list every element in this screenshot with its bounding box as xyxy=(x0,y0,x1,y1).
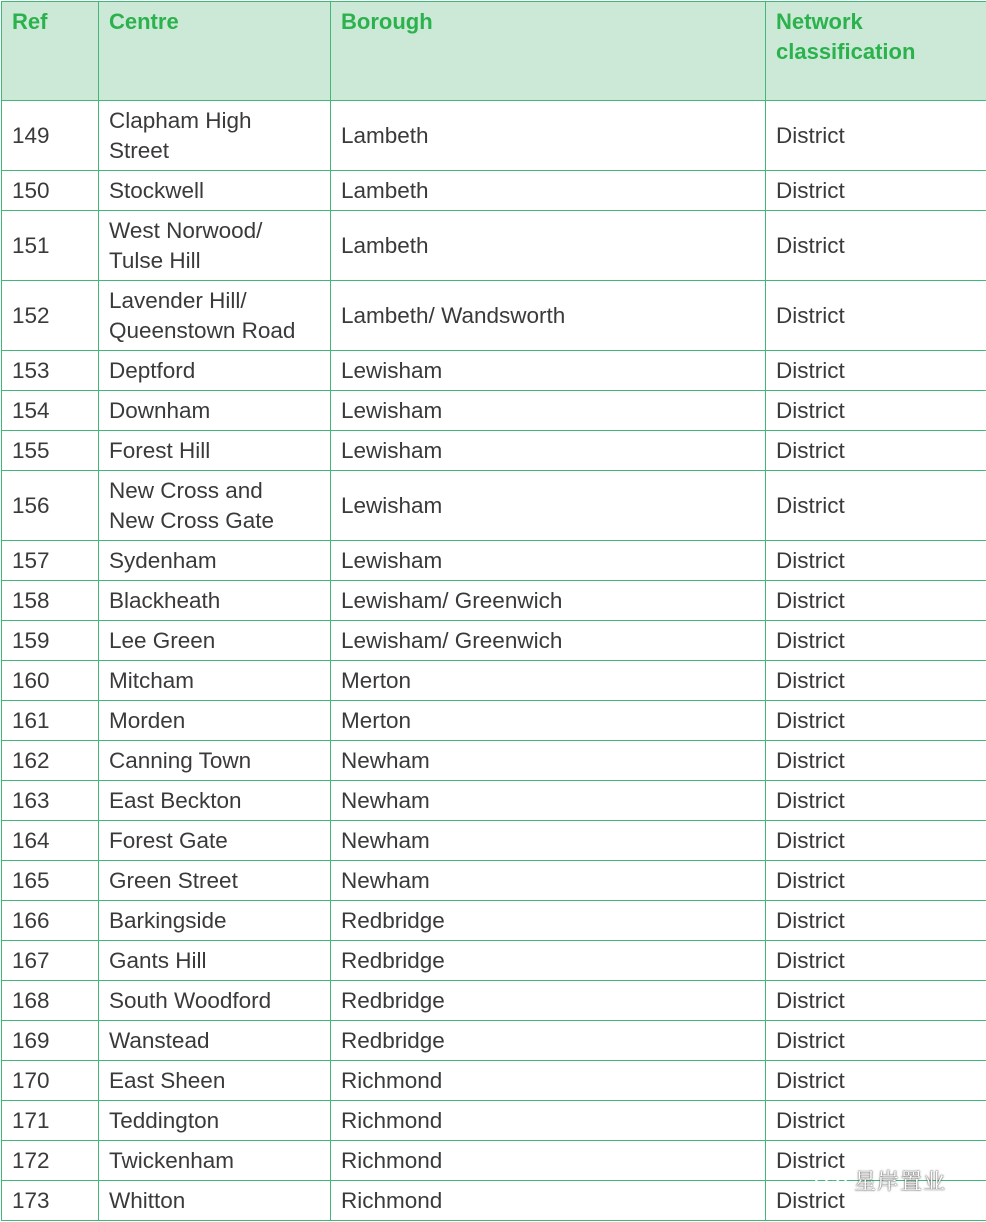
ref-cell: 167 xyxy=(2,941,99,981)
classification-cell: District xyxy=(766,351,986,391)
header-classification-line2: classification xyxy=(776,39,916,64)
borough-cell: Newham xyxy=(331,861,766,901)
centre-line1: Wanstead xyxy=(109,1027,210,1053)
borough-cell: Lewisham/ Greenwich xyxy=(331,581,766,621)
centre-line1: Lee Green xyxy=(109,627,216,653)
centre-cell xyxy=(99,1181,331,1221)
centre-line1: West Norwood/ xyxy=(109,217,263,243)
centre-line2: Street xyxy=(109,137,170,163)
classification-cell: District xyxy=(766,431,986,471)
centre-line1: Canning Town xyxy=(109,747,252,773)
borough-cell: Merton xyxy=(331,701,766,741)
borough-cell: Redbridge xyxy=(331,1021,766,1061)
centre-line2: New Cross Gate xyxy=(109,507,275,533)
centre-cell xyxy=(99,901,331,941)
ref-cell: 151 xyxy=(2,211,99,281)
header-classification-line1: Network xyxy=(776,9,863,34)
borough-cell: Lewisham xyxy=(331,541,766,581)
centre-cell xyxy=(99,541,331,581)
centre-line2: Queenstown Road xyxy=(109,317,296,343)
ref-cell: 164 xyxy=(2,821,99,861)
table-row xyxy=(2,581,986,621)
centre-line1: Sydenham xyxy=(109,547,217,573)
ref-cell: 156 xyxy=(2,471,99,541)
classification-cell: District xyxy=(766,211,986,281)
ref-cell: 158 xyxy=(2,581,99,621)
header-ref: Ref xyxy=(2,2,99,101)
classification-cell: District xyxy=(766,281,986,351)
centre-line1: Deptford xyxy=(109,357,196,383)
ref-cell: 157 xyxy=(2,541,99,581)
table-row xyxy=(2,391,986,431)
ref-cell: 172 xyxy=(2,1141,99,1181)
centre-cell xyxy=(99,981,331,1021)
watermark xyxy=(814,1162,946,1198)
borough-cell: Newham xyxy=(331,781,766,821)
centre-line1: East Beckton xyxy=(109,787,242,813)
ref-cell: 149 xyxy=(2,101,99,171)
table-row xyxy=(2,101,986,171)
classification-cell: District xyxy=(766,471,986,541)
table-row xyxy=(2,351,986,391)
classification-cell: District xyxy=(766,901,986,941)
ref-cell: 150 xyxy=(2,171,99,211)
classification-cell: District xyxy=(766,621,986,661)
header-classification xyxy=(766,2,986,101)
table-row xyxy=(2,901,986,941)
borough-cell: Redbridge xyxy=(331,941,766,981)
ref-cell: 168 xyxy=(2,981,99,1021)
table-row xyxy=(2,821,986,861)
table-row xyxy=(2,281,986,351)
table-body xyxy=(2,101,986,1221)
table-row xyxy=(2,741,986,781)
ref-cell: 162 xyxy=(2,741,99,781)
borough-cell: Merton xyxy=(331,661,766,701)
centre-cell xyxy=(99,661,331,701)
classification-cell: District xyxy=(766,581,986,621)
centre-line1: Barkingside xyxy=(109,907,227,933)
table-row xyxy=(2,941,986,981)
classification-cell: District xyxy=(766,861,986,901)
classification-cell: District xyxy=(766,661,986,701)
wechat-icon xyxy=(814,1165,848,1195)
centre-cell xyxy=(99,391,331,431)
centre-cell xyxy=(99,821,331,861)
borough-cell: Lewisham xyxy=(331,351,766,391)
ref-cell: 153 xyxy=(2,351,99,391)
centre-cell xyxy=(99,431,331,471)
ref-cell: 155 xyxy=(2,431,99,471)
table-row xyxy=(2,471,986,541)
classification-cell: District xyxy=(766,1061,986,1101)
classification-cell: District xyxy=(766,981,986,1021)
table-header xyxy=(2,2,986,101)
centre-cell xyxy=(99,101,331,171)
centre-line1: Green Street xyxy=(109,867,238,893)
classification-cell: District xyxy=(766,101,986,171)
ref-cell: 166 xyxy=(2,901,99,941)
borough-cell: Richmond xyxy=(331,1061,766,1101)
centre-cell xyxy=(99,1101,331,1141)
table-row xyxy=(2,981,986,1021)
table-row xyxy=(2,701,986,741)
table-row xyxy=(2,431,986,471)
borough-cell: Richmond xyxy=(331,1101,766,1141)
centre-cell xyxy=(99,621,331,661)
table-row xyxy=(2,621,986,661)
table-row xyxy=(2,661,986,701)
centre-cell xyxy=(99,281,331,351)
centre-line1: Gants Hill xyxy=(109,947,207,973)
centre-cell xyxy=(99,861,331,901)
centre-cell xyxy=(99,1141,331,1181)
ref-cell: 152 xyxy=(2,281,99,351)
borough-cell: Redbridge xyxy=(331,901,766,941)
centre-line1: South Woodford xyxy=(109,987,272,1013)
table-row xyxy=(2,541,986,581)
ref-cell: 154 xyxy=(2,391,99,431)
table-row xyxy=(2,171,986,211)
table-row xyxy=(2,1061,986,1101)
ref-cell: 160 xyxy=(2,661,99,701)
borough-cell: Redbridge xyxy=(331,981,766,1021)
ref-cell: 170 xyxy=(2,1061,99,1101)
centres-table xyxy=(1,1,986,1221)
classification-cell: District xyxy=(766,781,986,821)
borough-cell: Richmond xyxy=(331,1181,766,1221)
borough-cell: Richmond xyxy=(331,1141,766,1181)
classification-cell: District xyxy=(766,701,986,741)
classification-cell: District xyxy=(766,1021,986,1061)
centre-line1: Stockwell xyxy=(109,177,205,203)
borough-cell: Lewisham/ Greenwich xyxy=(331,621,766,661)
ref-cell: 169 xyxy=(2,1021,99,1061)
borough-cell: Lewisham xyxy=(331,391,766,431)
centre-cell xyxy=(99,701,331,741)
centre-line1: Morden xyxy=(109,707,186,733)
centre-line1: East Sheen xyxy=(109,1067,226,1093)
centre-line1: Downham xyxy=(109,397,211,423)
classification-cell: District xyxy=(766,941,986,981)
centre-cell xyxy=(99,351,331,391)
ref-cell: 161 xyxy=(2,701,99,741)
centre-cell xyxy=(99,941,331,981)
ref-cell: 163 xyxy=(2,781,99,821)
ref-cell: 173 xyxy=(2,1181,99,1221)
table-row xyxy=(2,211,986,281)
header-centre: Centre xyxy=(99,2,331,101)
centre-line1: Forest Gate xyxy=(109,827,228,853)
ref-cell: 159 xyxy=(2,621,99,661)
centre-line2: Tulse Hill xyxy=(109,247,201,273)
borough-cell: Lambeth xyxy=(331,171,766,211)
centre-cell xyxy=(99,211,331,281)
table-row xyxy=(2,1101,986,1141)
centre-line1: Whitton xyxy=(109,1187,186,1213)
centre-cell xyxy=(99,1021,331,1061)
classification-cell: District xyxy=(766,1181,986,1221)
table-row xyxy=(2,1021,986,1061)
centre-line1: Blackheath xyxy=(109,587,221,613)
header-borough: Borough xyxy=(331,2,766,101)
centre-line1: Lavender Hill/ xyxy=(109,287,247,313)
borough-cell: Lambeth xyxy=(331,211,766,281)
classification-cell: District xyxy=(766,821,986,861)
ref-cell: 165 xyxy=(2,861,99,901)
centre-line1: New Cross and xyxy=(109,477,263,503)
table-row xyxy=(2,861,986,901)
centre-cell xyxy=(99,781,331,821)
centre-cell xyxy=(99,1061,331,1101)
centre-line1: Mitcham xyxy=(109,667,195,693)
classification-cell: District xyxy=(766,741,986,781)
borough-cell: Lewisham xyxy=(331,431,766,471)
centre-line1: Twickenham xyxy=(109,1147,235,1173)
classification-cell: District xyxy=(766,541,986,581)
classification-cell: District xyxy=(766,1141,986,1181)
borough-cell: Lewisham xyxy=(331,471,766,541)
centre-cell xyxy=(99,741,331,781)
borough-cell: Lambeth/ Wandsworth xyxy=(331,281,766,351)
ref-cell: 171 xyxy=(2,1101,99,1141)
borough-cell: Newham xyxy=(331,741,766,781)
centre-line1: Clapham High xyxy=(109,107,252,133)
header-row xyxy=(2,2,986,101)
classification-cell: District xyxy=(766,171,986,211)
centre-cell xyxy=(99,171,331,211)
centre-cell xyxy=(99,471,331,541)
centre-line1: Forest Hill xyxy=(109,437,211,463)
watermark-text: 星岸置业 xyxy=(854,1169,947,1195)
table-row xyxy=(2,781,986,821)
centre-line1: Teddington xyxy=(109,1107,220,1133)
classification-cell: District xyxy=(766,391,986,431)
centre-cell xyxy=(99,581,331,621)
borough-cell: Lambeth xyxy=(331,101,766,171)
classification-cell: District xyxy=(766,1101,986,1141)
borough-cell: Newham xyxy=(331,821,766,861)
